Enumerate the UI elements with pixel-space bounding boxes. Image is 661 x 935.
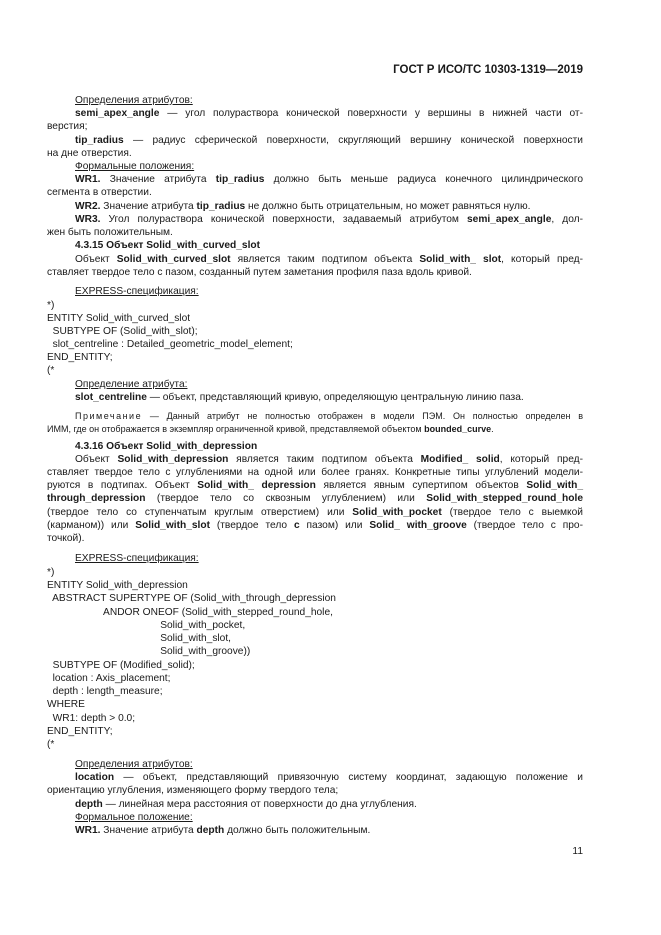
- curved-slot-paragraph-line-1: Объект Solid_with_curved_slot является таким подтипом объекта Solid_with_ slot, который пред-: [75, 254, 583, 265]
- rule-wr3-continued: жен быть положительным.: [47, 227, 173, 238]
- code-line: (*: [47, 365, 55, 376]
- code-line: ENTITY Solid_with_curved_slot: [47, 313, 191, 324]
- curved-slot-paragraph-line-2: ставляет твердое тело с пазом, созданный путем заметания профиля паза вдоль кривой.: [47, 267, 472, 278]
- code-line: depth : length_measure;: [47, 686, 163, 697]
- code-line: WHERE: [47, 699, 85, 710]
- depression-paragraph-line-1: Объект Solid_with_depression является таким подтипом объекта Modified_ solid, который пред-: [75, 454, 583, 465]
- code-line: SUBTYPE OF (Solid_with_slot);: [47, 326, 198, 337]
- depression-paragraph-line-6: (карманом)) или Solid_with_slot (твердое тело с пазом) или Solid_ with_groove (твердое тело с про-: [47, 520, 583, 531]
- depression-paragraph-line-4: through_depression (твердое тело со сквозным углублением) или Solid_with_stepped_round_hole: [47, 493, 583, 504]
- rule-wr2: WR2. Значение атрибута tip_radius не должно быть отрицательным, но может равняться нулю.: [75, 201, 531, 212]
- page-number: 11: [572, 846, 583, 857]
- depression-paragraph-line-7: точкой).: [47, 533, 85, 544]
- rule-wr3: WR3. Угол полураствора конической поверхности, задаваемый атрибутом semi_apex_angle, дол-: [75, 214, 583, 225]
- code-line: *): [47, 567, 55, 578]
- depression-paragraph-line-2: ставляет твердое тело с углублениями на одной или более гранях. Конкретные типы углублений модели-: [47, 467, 583, 478]
- express-spec-title-1: EXPRESS-спецификация:: [75, 286, 199, 297]
- rule-wr1: WR1. Значение атрибута tip_radius должно быть меньше радиуса конечного цилиндрического: [75, 174, 583, 185]
- depression-paragraph-line-3: руются в подтипах. Объект Solid_with_ depression является явным супертипом объектов Solid_with_: [47, 480, 583, 491]
- code-line: ABSTRACT SUPERTYPE OF (Solid_with_through_depression: [47, 593, 336, 604]
- formal-proposition-title: Формальное положение:: [75, 812, 193, 823]
- document-header: ГОСТ Р ИСО/ТС 10303-1319—2019: [393, 64, 583, 76]
- code-line: END_ENTITY;: [47, 352, 113, 363]
- slot-centreline-definition: slot_centreline — объект, представляющий кривую, определяющую центральную линию паза.: [75, 392, 524, 403]
- attribute-definitions-title: Определения атрибутов:: [75, 95, 193, 106]
- code-line: Solid_with_slot,: [47, 633, 232, 644]
- express-spec-title-2: EXPRESS-спецификация:: [75, 553, 199, 564]
- code-line: SUBTYPE OF (Modified_solid);: [47, 660, 195, 671]
- code-line: (*: [47, 739, 55, 750]
- tip-radius-definition: tip_radius — радиус сферической поверхности, скругляющий вершину конической поверхности: [75, 135, 583, 146]
- code-line: Solid_with_pocket,: [47, 620, 246, 631]
- semi-apex-angle-continued: верстия;: [47, 121, 88, 132]
- code-line: ANDOR ONEOF (Solid_with_stepped_round_hole,: [47, 607, 333, 618]
- section-heading-4-3-16: 4.3.16 Объект Solid_with_depression: [75, 441, 258, 452]
- code-line: WR1: depth > 0.0;: [47, 713, 136, 724]
- rule-wr1-depth: WR1. Значение атрибута depth должно быть положительным.: [75, 825, 371, 836]
- code-line: location : Axis_placement;: [47, 673, 171, 684]
- formal-propositions-title: Формальные положения:: [75, 161, 195, 172]
- code-line: slot_centreline : Detailed_geometric_model_element;: [47, 339, 293, 350]
- section-heading-4-3-15: 4.3.15 Объект Solid_with_curved_slot: [75, 240, 261, 251]
- note-line-2: ИММ, где он отображается в экземпляр ограниченной кривой, представляемой объектом bounded_curve.: [47, 424, 494, 434]
- note-line-1: Примечание — Данный атрибут не полностью отображен в модели ПЭМ. Он полностью определен в: [75, 411, 583, 421]
- code-line: END_ENTITY;: [47, 726, 113, 737]
- semi-apex-angle-definition: semi_apex_angle — угол полураствора конической поверхности у вершины в нижней части от-: [75, 108, 583, 119]
- code-line: Solid_with_groove)): [47, 646, 251, 657]
- depression-paragraph-line-5: (твердое тело со ступенчатым круглым отверстием) или Solid_with_pocket (твердое тело с выемкой: [47, 507, 583, 518]
- code-line: ENTITY Solid_with_depression: [47, 580, 188, 591]
- location-definition: location — объект, представляющий привязочную систему координат, задающую положение и: [75, 772, 583, 783]
- location-definition-continued: ориентацию углубления, изменяющего форму твердого тела;: [47, 785, 339, 796]
- depth-definition: depth — линейная мера расстояния от поверхности до дна углубления.: [75, 799, 417, 810]
- attribute-definitions-title-2: Определения атрибутов:: [75, 759, 193, 770]
- code-line: *): [47, 300, 55, 311]
- tip-radius-continued: на дне отверстия.: [47, 148, 132, 159]
- rule-wr1-continued: сегмента в отверстии.: [47, 187, 152, 198]
- attribute-definition-title: Определение атрибута:: [75, 379, 188, 390]
